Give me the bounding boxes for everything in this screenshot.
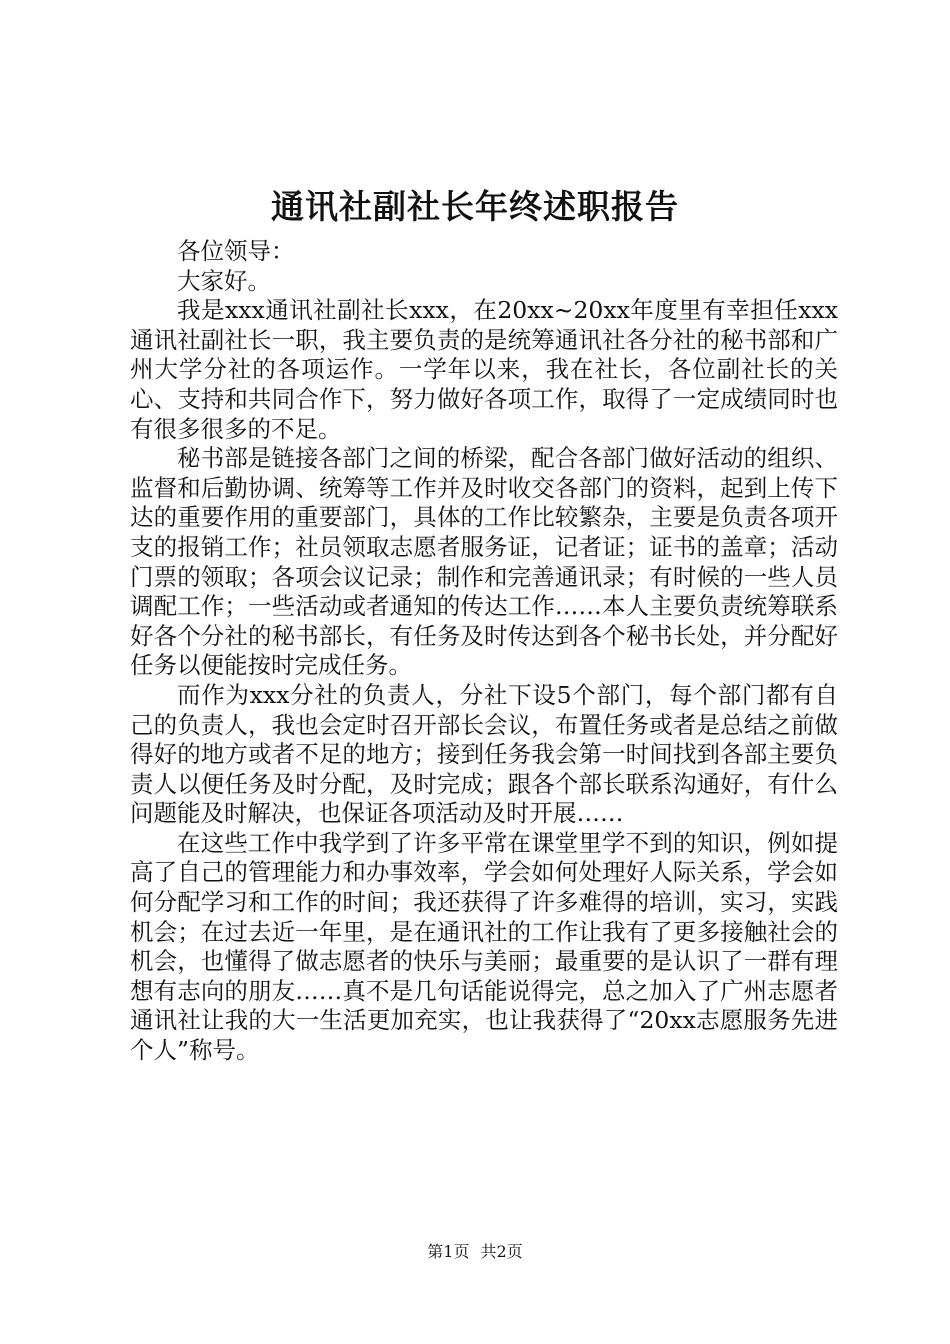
document-title: 通讯社副社长年终述职报告 xyxy=(271,187,679,226)
paragraph-summary: 在这些工作中我学到了许多平常在课堂里学不到的知识，例如提高了自己的管理能力和办事效率，学会如何处理好人际关系，学会如何分配学习和工作的时间；我还获得了许多难得的培训，实习，实践机会；在过去近一年里，是在通讯社的工作让我有了更多接触社会的机会，也懂得了做志愿者的快乐与美丽；最重要的是认识了一群有理想有志向的朋友……真不是几句话能说得完，总之加入了广州志愿者通讯社让我的大一生活更加充实，也让我获得了“20xx志愿服务先进个人”称号。 xyxy=(130,828,838,1065)
document-body xyxy=(130,237,838,1066)
page-footer xyxy=(0,1241,950,1263)
page-total: 共2页 xyxy=(480,1242,523,1261)
salutation: 各位领导： xyxy=(177,237,295,265)
greeting: 大家好。 xyxy=(177,266,271,295)
paragraph-branch: 而作为xxx分社的负责人，分社下设5个部门，每个部门都有自己的负责人，我也会定时召开部长会议，布置任务或者是总结之前做得好的地方或者不足的地方；接到任务我会第一时间找到各部主要负责人以便任务及时分配，及时完成；跟各个部长联系沟通好，有什么问题能及时解决，也保证各项活动及时开展…… xyxy=(130,680,838,828)
page-number: 第1页 xyxy=(427,1242,470,1261)
paragraph-secretariat: 秘书部是链接各部门之间的桥梁，配合各部门做好活动的组织、监督和后勤协调、统筹等工作并及时收交各部门的资料，起到上传下达的重要作用的重要部门，具体的工作比较繁杂，主要是负责各项开支的报销工作；社员领取志愿者服务证，记者证；证书的盖章；活动门票的领取；各项会议记录；制作和完善通讯录；有时候的一些人员调配工作；一些活动或者通知的传达工作……本人主要负责统筹联系好各个分社的秘书部长，有任务及时传达到各个秘书长处，并分配好任务以便能按时完成任务。 xyxy=(130,444,838,680)
paragraph-intro: 我是xxx通讯社副社长xxx，在20xx~20xx年度里有幸担任xxx通讯社副社长一职，我主要负责的是统筹通讯社各分社的秘书部和广州大学分社的各项运作。一学年以来，我在社长，各位副社长的关心、支持和共同合作下，努力做好各项工作，取得了一定成绩同时也有很多很多的不足。 xyxy=(130,296,838,443)
